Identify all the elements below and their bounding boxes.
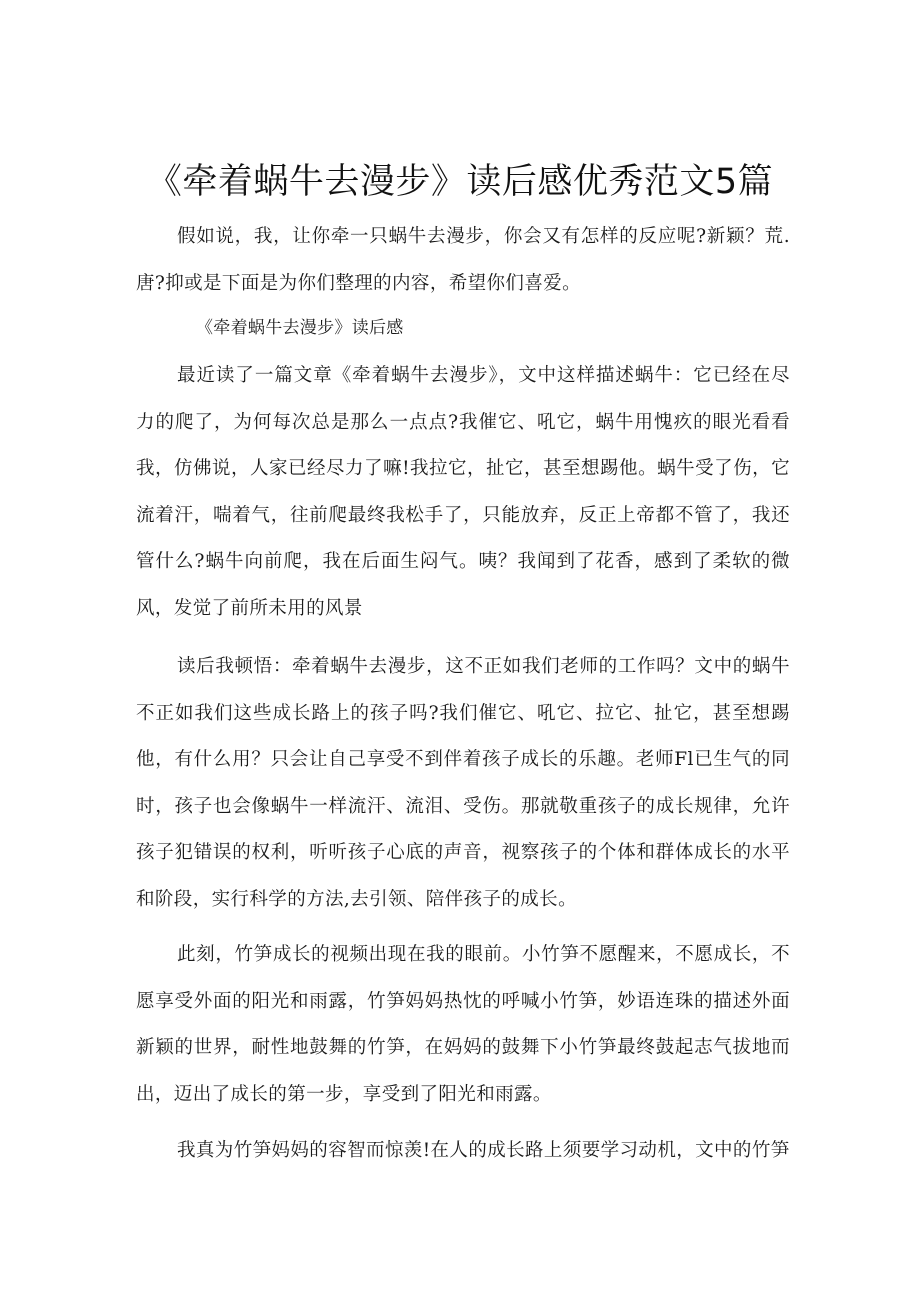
body-paragraph-2: 读后我顿悟：牵着蜗牛去漫步，这不正如我们老师的工作吗？文中的蜗牛不正如我们这些成长路上的孩子吗?我们催它、吼它、拉它、扯它，甚至想踢他，有什么用？只会让自己享受不到伴着孩子成长的乐趣。老师Fl已生气的同时，孩子也会像蜗牛一样流汗、流泪、受伤。那就敬重孩子的成长规律，允许孩子犯错误的权利，听听孩子心底的声音，视察孩子的个体和群体成长的水平和阶段，实行科学的方法,去引领、陪伴孩子的成长。 xyxy=(136,656,790,910)
document-title: 《牵着蜗牛去漫步》读后感优秀范文5篇 xyxy=(146,162,774,203)
section-subheading: 《牵着蜗牛去漫步》读后感 xyxy=(196,318,404,338)
body-paragraph-4: 我真为竹笋妈妈的容智而惊羡!在人的成长路上须要学习动机，文中的竹笋 xyxy=(177,1140,790,1161)
body-paragraph-3: 此刻，竹笋成长的视频出现在我的眼前。小竹笋不愿醒来，不愿成长，不愿享受外面的阳光和雨露，竹笋妈妈热忱的呼喊小竹笋，妙语连珠的描述外面新颖的世界，耐性地鼓舞的竹笋，在妈妈的鼓舞下小竹笋最终鼓起志气拔地而出，迈出了成长的第一步，享受到了阳光和雨露。 xyxy=(136,944,790,1105)
body-paragraph-1: 最近读了一篇文章《牵着蜗牛去漫步》，文中这样描述蜗牛：它已经在尽力的爬了，为何每次总是那么一点点?我催它、吼它，蜗牛用愧疚的眼光看看我，仿佛说，人家已经尽力了嘛!我拉它，扯它，甚至想踢他。蜗牛受了伤，它流着汗，喘着气，往前爬最终我松手了，只能放弃，反正上帝都不管了，我还管什么?蜗牛向前爬，我在后面生闷气。咦？我闻到了花香，感到了柔软的微风，发觉了前所未用的风景 xyxy=(136,365,790,619)
intro-paragraph: 假如说，我，让你牵一只蜗牛去漫步，你会又有怎样的反应呢?新颖？荒.唐?抑或是下面是为你们整理的内容，希望你们喜爱。 xyxy=(136,226,790,294)
